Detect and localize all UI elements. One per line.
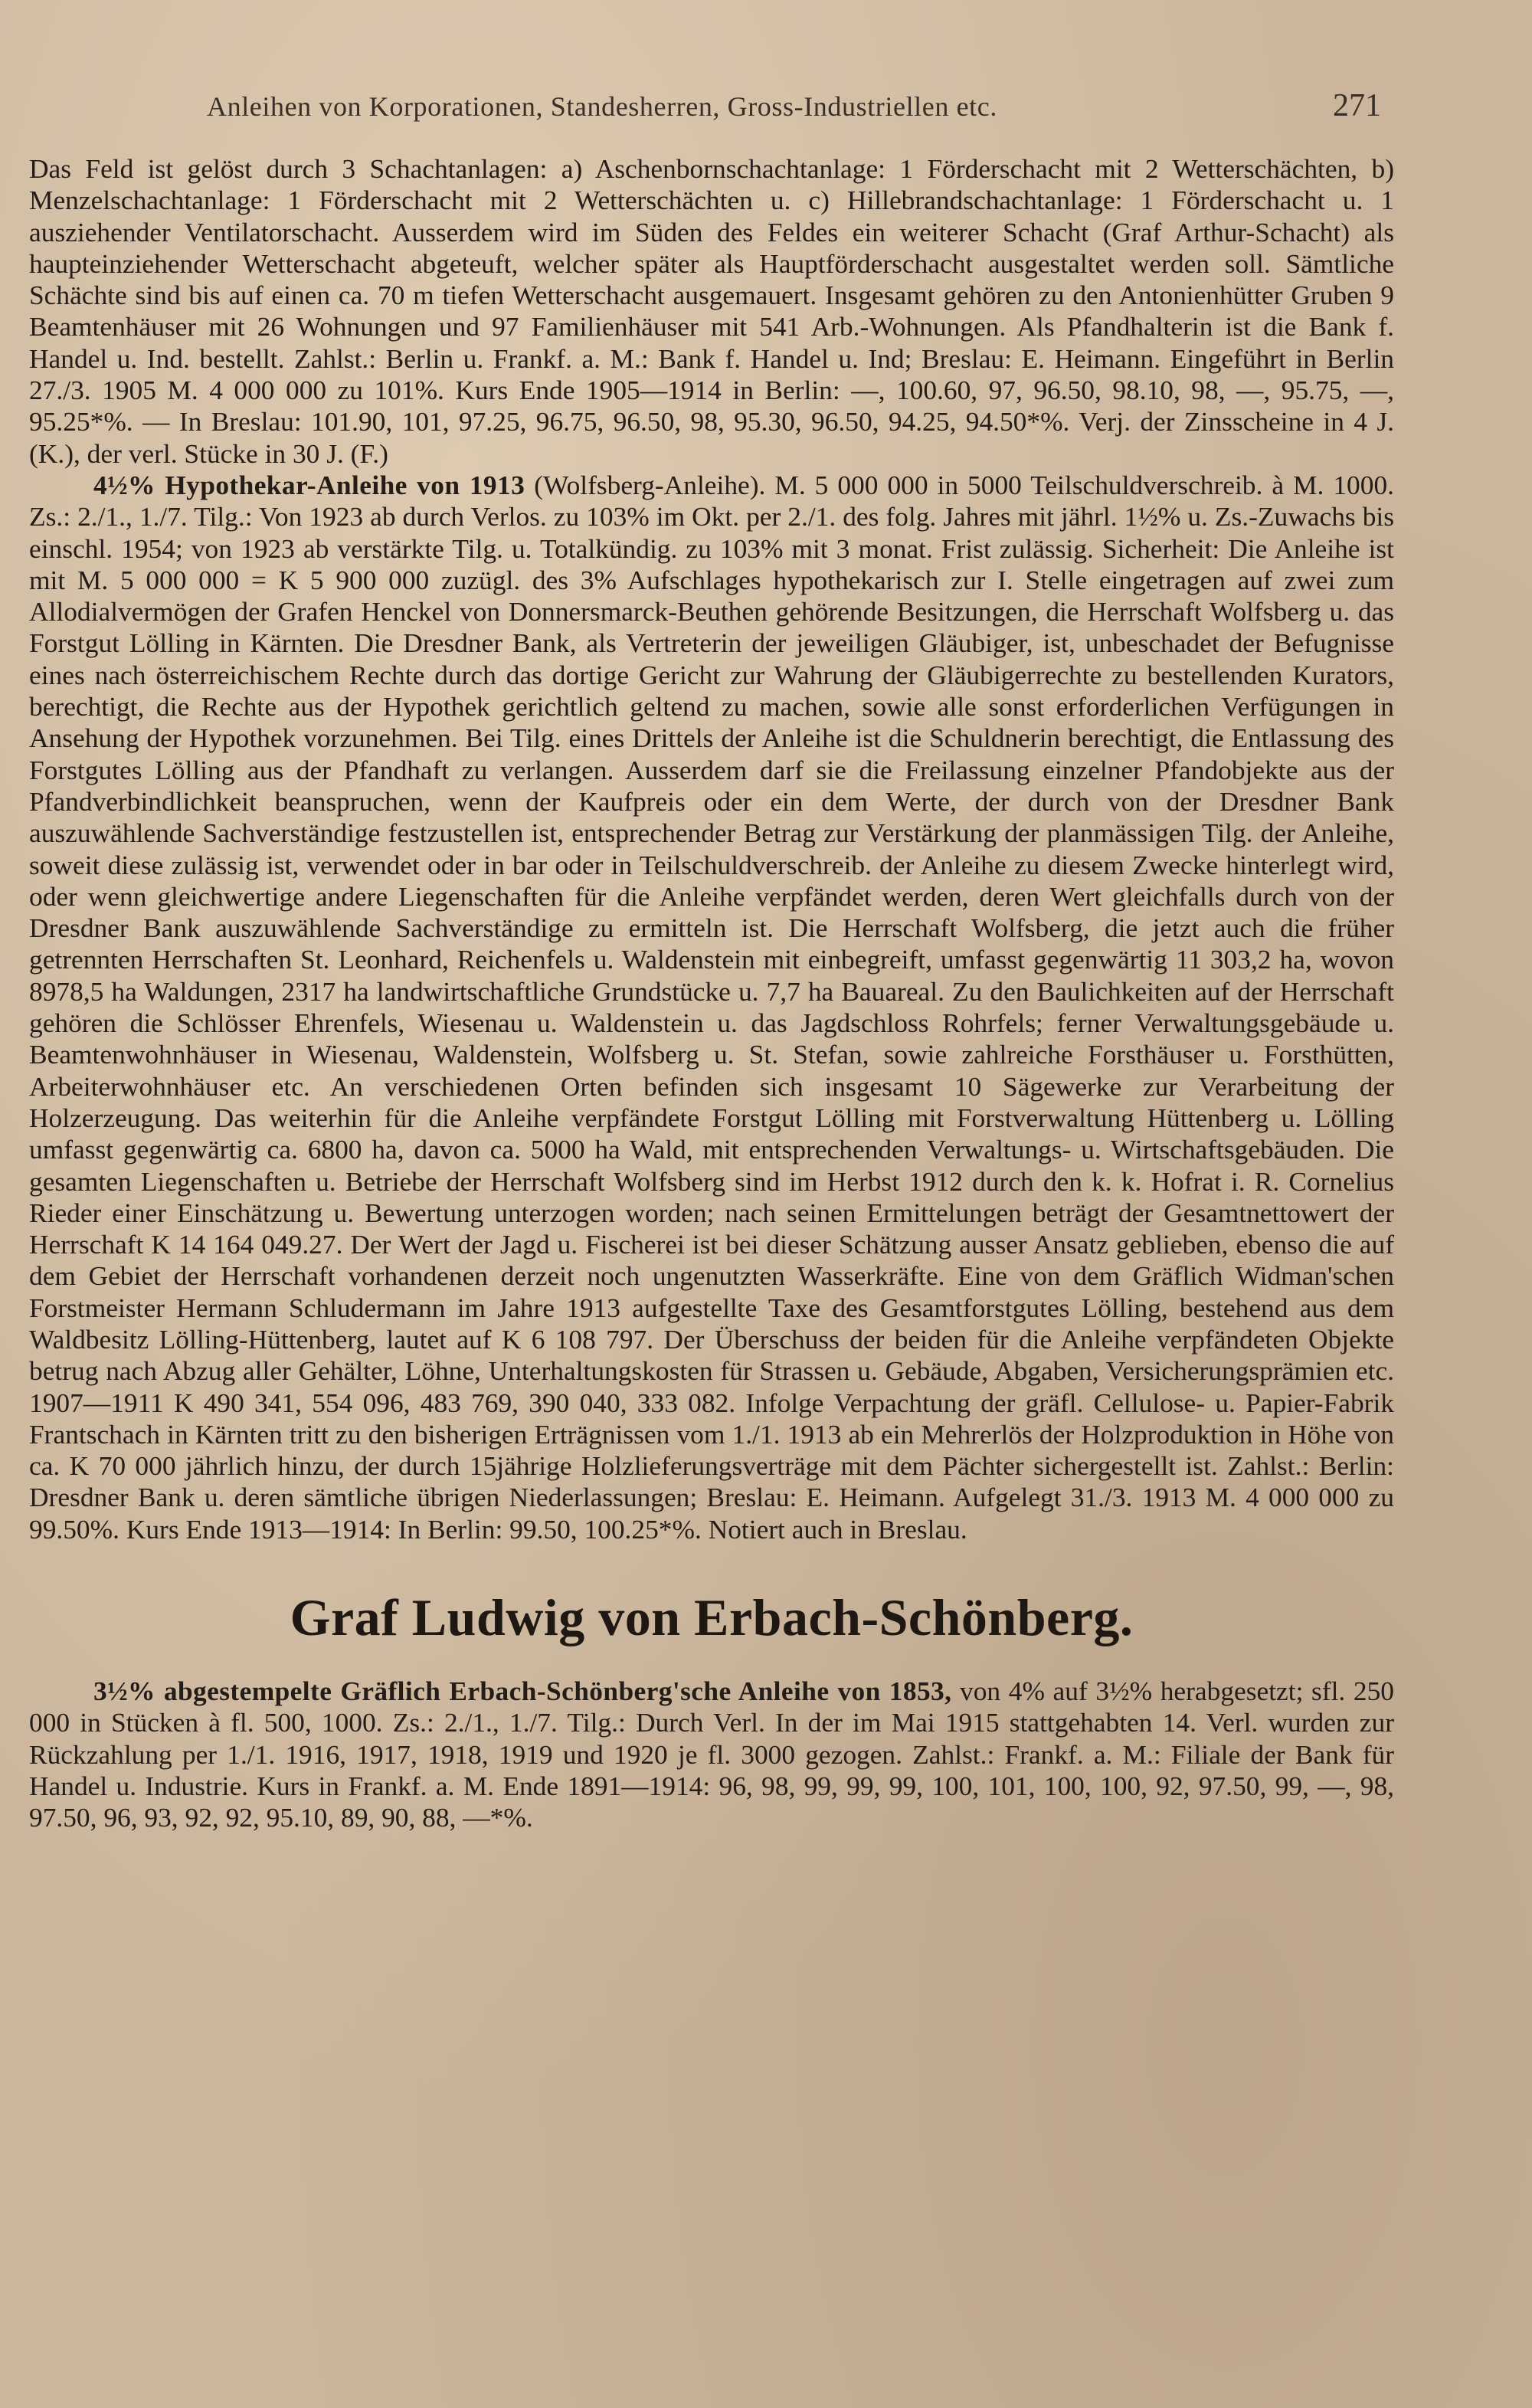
paragraph-erbach-loan bbox=[29, 1676, 1394, 1833]
page-number: 271 bbox=[1333, 88, 1381, 123]
running-header: Anleihen von Korporationen, Standesherren, Gross-Industriellen etc. bbox=[207, 91, 997, 122]
section-title: Graf Ludwig von Erbach-Schönberg. bbox=[290, 1588, 1134, 1647]
document-body bbox=[29, 153, 1394, 1834]
loan-details-1913: (Wolfsberg-Anleihe). M. 5 000 000 in 5000 Teilschuldverschreib. à M. 1000. Zs.: 2./1., 1./7. Tilg.: Von 1923 ab durch Verlos. zu 103% im Okt. per 2./1. des folg. Jahres mit jährl. 1½% u. Zs.-Zuwachs bis einschl. 1954; von 1923 ab verstärkte Tilg. u. Totalkündig. zu 103% mit 3 monat. Frist zulässig. Sicherheit: Die Anleihe ist mit M. 5 000 000 = K 5 900 000 zuzügl. des 3% Aufschlages hypothekarisch zur I. Stelle eingetragen auf zwei zum Allodialvermögen der Grafen Henckel von Donnersmarck-Beuthen gehörende Besitzungen, die Herrschaft Wolfsberg u. das Forstgut Lölling in Kärnten. Die Dresdner Bank, als Vertreterin der jeweiligen Gläubiger, ist, unbeschadet der Befugnisse eines nach österreichischem Rechte durch das dortige Gericht zur Wahrung der Gläubigerrechte zu bestellenden Kurators, berechtigt, die Rechte aus der Hypothek gerichtlich geltend zu machen, sowie alle sonst erforderlichen Verfügungen in Ansehung der Hypothek vorzunehmen. Bei Tilg. eines Drittels der Anleihe ist die Schuldnerin berechtigt, die Entlassung des Forstgutes Lölling aus der Pfandhaft zu verlangen. Ausserdem darf sie die Freilassung einzelner Pfandobjekte aus der Pfandverbindlichkeit beanspruchen, wenn der Kaufpreis oder ein dem Werte, der durch von der Dresdner Bank auszuwählende Sachverständige festzustellen ist, entsprechender Betrag zur Verstärkung der planmässigen Tilg. der Anleihe, soweit diese zulässig ist, verwendet oder in bar oder in Teilschuldverschreib. der Anleihe zu diesem Zwecke hinterlegt wird, oder wenn gleichwertige andere Liegenschaften für die Anleihe verpfändet werden, deren Wert gleichfalls durch von der Dresdner Bank auszuwählende Sachverständige zu ermitteln ist. Die Herrschaft Wolfsberg, die jetzt auch die früher getrennten Herrschaften St. Leonhard, Reichenfels u. Waldenstein mit einbegreift, umfasst gegenwärtig 11 303,2 ha, wovon 8978,5 ha Waldungen, 2317 ha landwirtschaftliche Grundstücke u. 7,7 ha Bauareal. Zu den Baulichkeiten auf der Herrschaft gehören die Schlösser Ehrenfels, Wiesenau u. Waldenstein u. das Jagdschloss Rohrfels; ferner Verwaltungsgebäude u. Beamtenwohnhäuser in Wiesenau, Waldenstein, Wolfsberg u. St. Stefan, sowie zahlreiche Forsthäuser u. Forsthütten, Arbeiterwohnhäuser etc. An verschiedenen Orten befinden sich insgesamt 10 Sägewerke zur Verarbeitung der Holzerzeugung. Das weiterhin für die Anleihe verpfändete Forstgut Lölling mit Forstverwaltung Hüttenberg u. Lölling umfasst gegenwärtig ca. 6800 ha, davon ca. 5000 ha Wald, mit entsprechenden Verwaltungs- u. Wirtschaftsgebäuden. Die gesamten Liegenschaften u. Betriebe der Herrschaft Wolfsberg sind im Herbst 1912 durch den k. k. Hofrat i. R. Cornelius Rieder einer Einschätzung u. Bewertung unterzogen worden; nach seinen Ermittelungen beträgt der Gesamtnettowert der Herrschaft K 14 164 049.27. Der Wert der Jagd u. Fischerei ist bei dieser Schätzung ausser Ansatz geblieben, ebenso die auf dem Gebiet der Herrschaft vorhandenen derzeit noch ungenutzten Wasserkräfte. Eine von dem Gräflich Widman'schen Forstmeister Hermann Schludermann im Jahre 1913 aufgestellte Taxe des Gesamtforstgutes Lölling, bestehend aus dem Waldbesitz Lölling-Hüttenberg, lautet auf K 6 108 797. Der Überschuss der beiden für die Anleihe verpfändeten Objekte betrug nach Abzug aller Gehälter, Löhne, Unterhaltungskosten für Strassen u. Gebäude, Abgaben, Versicherungsprämien etc. 1907—1911 K 490 341, 554 096, 483 769, 390 040, 333 082. Infolge Verpachtung der gräfl. Cellulose- u. Papier-Fabrik Frantschach in Kärnten tritt zu den bisherigen Erträgnissen vom 1./1. 1913 ab ein Mehrerlös der Holzproduktion in Höhe von ca. K 70 000 jährlich hinzu, der durch 15jährige Holzlieferungsverträge mit dem Pächter sichergestellt ist. Zahlst.: Berlin: Dresdner Bank u. deren sämtliche übrigen Niederlassungen; Breslau: E. Heimann. Aufgelegt 31./3. 1913 M. 4 000 000 zu 99.50%. Kurs Ende 1913—1914: In Berlin: 99.50, 100.25*%. Notiert auch in Breslau. bbox=[29, 469, 1394, 1545]
paragraph-wolfsberg-loan bbox=[29, 470, 1394, 1545]
paragraph-shaft-description: Das Feld ist gelöst durch 3 Schachtanlagen: a) Aschenbornschachtanlage: 1 Förderschacht mit 2 Wetterschächten, b) Menzelschachtanlage: 1 Förderschacht mit 2 Wetterschächten u. c) Hillebrandschachtanlage: 1 Förderschacht u. 1 ausziehender Ventilatorschacht. Ausserdem wird im Süden des Feldes ein weiterer Schacht (Graf Arthur-Schacht) als haupteinziehender Wetterschacht abgeteuft, welcher später als Hauptförderschacht ausgestaltet werden soll. Sämtliche Schächte sind bis auf einen ca. 70 m tiefen Wetterschacht ausgemauert. Insgesamt gehören zu den Antonienhütter Gruben 9 Beamtenhäuser mit 26 Wohnungen und 97 Familienhäuser mit 541 Arb.-Wohnungen. Als Pfandhalterin ist die Bank f. Handel u. Ind. bestellt. Zahlst.: Berlin u. Frankf. a. M.: Bank f. Handel u. Ind; Breslau: E. Heimann. Eingeführt in Berlin 27./3. 1905 M. 4 000 000 zu 101%. Kurs Ende 1905—1914 in Berlin: —, 100.60, 97, 96.50, 98.10, 98, —, 95.75, —, 95.25*%. — In Breslau: 101.90, 101, 97.25, 96.75, 96.50, 98, 95.30, 96.50, 94.25, 94.50*%. Verj. der Zinsscheine in 4 J. (K.), der verl. Stücke in 30 J. (F.) bbox=[29, 153, 1394, 469]
loan-details-1853: von 4% auf 3½% herabgesetzt; sfl. 250 000 in Stücken à fl. 500, 1000. Zs.: 2./1., 1./7. Tilg.: Durch Verl. In der im Mai 1915 stattgehabten 14. Verl. wurden zur Rückzahlung per 1./1. 1916, 1917, 1918, 1919 und 1920 je fl. 3000 gezogen. Zahlst.: Frankf. a. M.: Filiale der Bank für Handel u. Industrie. Kurs in Frankf. a. M. Ende 1891—1914: 96, 98, 99, 99, 99, 100, 101, 100, 100, 92, 97.50, 99, —, 98, 97.50, 96, 93, 92, 92, 95.10, 89, 90, 88, —*%. bbox=[29, 1676, 1394, 1833]
loan-heading-1913: 4½% Hypothekar-Anleihe von 1913 bbox=[93, 469, 525, 500]
loan-heading-1853: 3½% abgestempelte Gräflich Erbach-Schönberg'sche Anleihe von 1853, bbox=[93, 1676, 952, 1707]
